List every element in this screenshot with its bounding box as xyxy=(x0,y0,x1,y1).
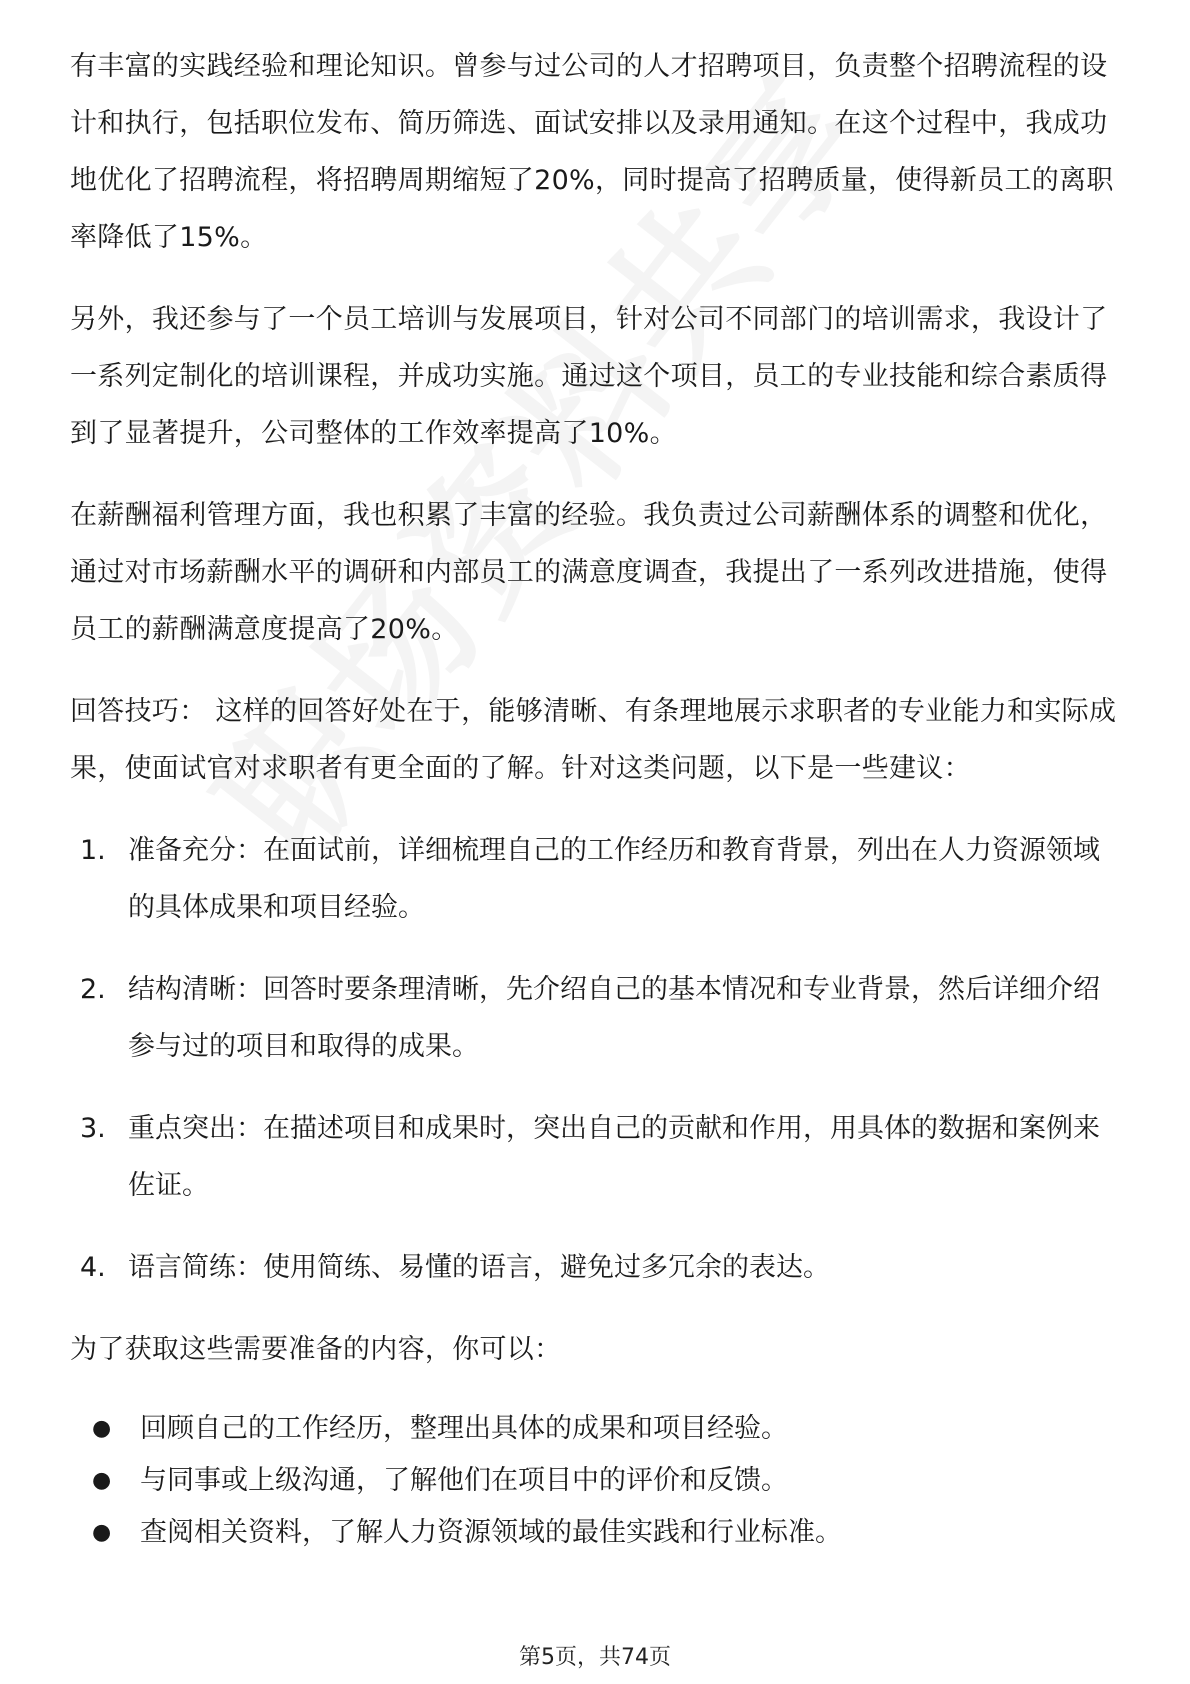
list-item xyxy=(70,961,1120,1075)
list-item xyxy=(70,822,1120,936)
document-body xyxy=(70,38,1120,1559)
list-number: 1. xyxy=(80,835,106,866)
list-text: 语言简练：使用简练、易懂的语言，避免过多冗余的表达。 xyxy=(128,1252,830,1283)
list-item xyxy=(70,1507,1120,1559)
list-text: 准备充分：在面试前，详细梳理自己的工作经历和教育背景，列出在人力资源领域的具体成果和项目经验。 xyxy=(128,835,1100,923)
list-number: 4. xyxy=(80,1252,106,1283)
list-item xyxy=(70,1455,1120,1507)
paragraph-compensation: 在薪酬福利管理方面，我也积累了丰富的经验。我负责过公司薪酬体系的调整和优化，通过对市场薪酬水平的调研和内部员工的满意度调查，我提出了一系列改进措施，使得员工的薪酬满意度提高了20%。 xyxy=(70,500,1108,645)
list-text: 重点突出：在描述项目和成果时，突出自己的贡献和作用，用具体的数据和案例来佐证。 xyxy=(128,1113,1100,1201)
paragraph-answer-tips: 回答技巧： 这样的回答好处在于，能够清晰、有条理地展示求职者的专业能力和实际成果，使面试官对求职者有更全面的了解。针对这类问题，以下是一些建议： xyxy=(70,696,1117,784)
list-text: 查阅相关资料，了解人力资源领域的最佳实践和行业标准。 xyxy=(140,1517,842,1548)
list-item xyxy=(70,1100,1120,1214)
page-number-footer: 第5页，共74页 xyxy=(519,1645,671,1670)
tips-list xyxy=(70,822,1120,1296)
paragraph-training: 另外，我还参与了一个员工培训与发展项目，针对公司不同部门的培训需求，我设计了一系列定制化的培训课程，并成功实施。通过这个项目，员工的专业技能和综合素质得到了显著提升，公司整体的工作效率提高了10%。 xyxy=(70,304,1108,449)
list-number: 2. xyxy=(80,974,106,1005)
list-item xyxy=(70,1403,1120,1455)
bullet-icon: ● xyxy=(92,1520,112,1545)
paragraph-recruitment: 有丰富的实践经验和理论知识。曾参与过公司的人才招聘项目，负责整个招聘流程的设计和执行，包括职位发布、简历筛选、面试安排以及录用通知。在这个过程中，我成功地优化了招聘流程，将招聘周期缩短了20%，同时提高了招聘质量，使得新员工的离职率降低了15%。 xyxy=(70,51,1114,253)
list-item xyxy=(70,1239,1120,1296)
bullet-icon: ● xyxy=(92,1468,112,1493)
list-text: 回顾自己的工作经历，整理出具体的成果和项目经验。 xyxy=(140,1413,788,1444)
prep-bullet-list xyxy=(70,1403,1120,1559)
bullet-icon: ● xyxy=(92,1416,112,1441)
list-text: 与同事或上级沟通，了解他们在项目中的评价和反馈。 xyxy=(140,1465,788,1496)
paragraph-prep-intro: 为了获取这些需要准备的内容，你可以： xyxy=(70,1334,562,1365)
list-number: 3. xyxy=(80,1113,106,1144)
list-text: 结构清晰：回答时要条理清晰，先介绍自己的基本情况和专业背景，然后详细介绍参与过的项目和取得的成果。 xyxy=(128,974,1100,1062)
